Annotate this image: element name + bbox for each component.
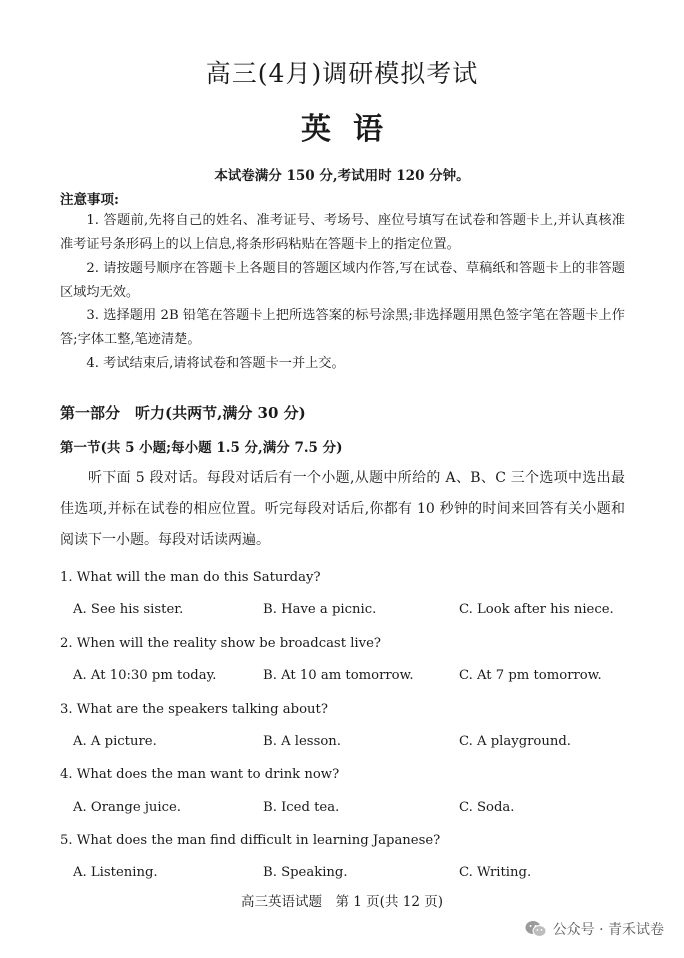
section-intro: 听下面 5 段对话。每段对话后有一个小题,从题中所给的 A、B、C 三个选项中选出最佳选项,并标在试卷的相应位置。听完每段对话后,你都有 10 秒钟的时间来回答有关小题和阅读下一小题。每段对话读两遍。 [60, 470, 625, 548]
option-b: B. Speaking. [263, 865, 348, 880]
option-b: B. At 10 am tomorrow. [263, 668, 414, 683]
option-a: A. See his sister. [73, 602, 184, 617]
exam-info: 本试卷满分 150 分,考试用时 120 分钟。 [214, 168, 470, 184]
watermark-text: 公众号 · 青禾试卷 [552, 922, 664, 938]
question-text: 5. What does the man find difficult in learning Japanese? [60, 833, 441, 848]
section-heading: 第一节(共 5 小题;每小题 1.5 分,满分 7.5 分) [60, 440, 343, 456]
option-a: A. At 10:30 pm today. [73, 668, 217, 683]
option-b: B. Iced tea. [263, 800, 340, 815]
question-text: 2. When will the reality show be broadcast live? [60, 636, 381, 651]
option-a: A. A picture. [73, 734, 157, 749]
notice-item: 1. 答题前,先将自己的姓名、准考证号、考场号、座位号填写在试卷和答题卡上,并认真核准准考证号条形码上的以上信息,将条形码粘贴在答题卡上的指定位置。 [60, 213, 625, 252]
page-footer: 高三英语试题 第 1 页(共 12 页) [241, 894, 443, 910]
option-a: A. Orange juice. [73, 800, 181, 815]
notice-item: 3. 选择题用 2B 铅笔在答题卡上把所选答案的标号涂黑;非选择题用黑色签字笔在答题卡上作答;字体工整,笔迹清楚。 [60, 308, 625, 347]
question-text: 1. What will the man do this Saturday? [60, 570, 321, 585]
option-c: C. A playground. [459, 734, 571, 749]
option-c: C. Writing. [459, 865, 532, 880]
notice-item: 2. 请按题号顺序在答题卡上各题目的答题区域内作答,写在试卷、草稿纸和答题卡上的非答题区域均无效。 [60, 261, 625, 300]
option-b: B. Have a picnic. [263, 602, 377, 617]
question-text: 4. What does the man want to drink now? [60, 767, 340, 782]
wechat-icon [525, 920, 547, 938]
notice-heading: 注意事项: [60, 192, 119, 208]
question-text: 3. What are the speakers talking about? [60, 702, 328, 717]
option-c: C. At 7 pm tomorrow. [459, 668, 602, 683]
notice-item: 4. 考试结束后,请将试卷和答题卡一并上交。 [86, 356, 345, 371]
exam-title: 高三(4月)调研模拟考试 [205, 59, 479, 88]
option-c: C. Soda. [459, 800, 515, 815]
part-heading: 第一部分 听力(共两节,满分 30 分) [60, 404, 306, 422]
watermark [525, 919, 664, 939]
subject-heading: 英语 [301, 112, 405, 147]
option-a: A. Listening. [73, 865, 158, 880]
option-b: B. A lesson. [263, 734, 341, 749]
option-c: C. Look after his niece. [459, 602, 614, 617]
